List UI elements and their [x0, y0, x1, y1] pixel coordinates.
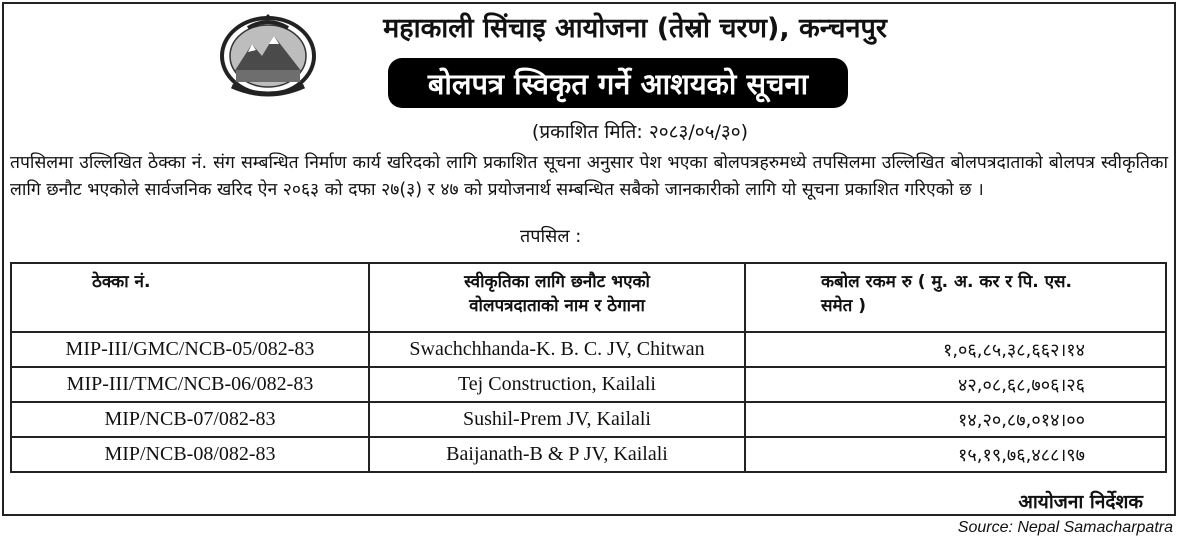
- table-row: [11, 437, 1166, 472]
- office-title: महाकाली सिंचाइ आयोजना (तेस्रो चरण), कन्चनपुर: [383, 13, 887, 44]
- bidder-cell: Sushil-Prem JV, Kailali: [369, 402, 745, 437]
- source-credit: Source: Nepal Samacharpatra: [957, 519, 1173, 536]
- notice-paragraph: तपसिलमा उल्लिखित ठेक्का नं. संग सम्बन्धित निर्माण कार्य खरिदको लागि प्रकाशित सूचना अनुसार पेश भएका बोलपत्रहरुमध्ये तपसिलमा उल्लिखित बोलपत्रदाताको बोलपत्र स्वीकृतिका लागि छनौट भएकोले सार्वजनिक खरिद ऐन २०६३ को दफा २७(३) र ४७ को प्रयोजनार्थ सम्बन्धित सबैको जानकारीको लागि यो सूचना प्रकाशित गरिएको छ ।: [10, 153, 1168, 200]
- table-row: [11, 367, 1166, 402]
- bidder-cell: Swachchhanda-K. B. C. JV, Chitwan: [369, 332, 745, 367]
- amount-cell: १,०६,८५,३८,६६२।१४: [745, 332, 1166, 367]
- notice-banner: बोलपत्र स्विकृत गर्ने आशयको सूचना: [388, 58, 848, 108]
- bidder-header: स्वीकृतिका लागि छनौट भएको वोलपत्रदाताको नाम र ठेगाना: [369, 263, 745, 332]
- schedule-label: तपसिल :: [520, 226, 582, 247]
- amount-cell: १४,२०,८७,०१४।००: [745, 402, 1166, 437]
- amount-cell: ४२,०८,६८,७०६।२६: [745, 367, 1166, 402]
- amount-cell: १५,१९,७६,४८८।९७: [745, 437, 1166, 472]
- table-row: [11, 402, 1166, 437]
- contract-no-cell: MIP-III/TMC/NCB-06/082-83: [11, 367, 369, 402]
- table-header-row: [11, 263, 1166, 332]
- bidder-cell: Baijanath-B & P JV, Kailali: [369, 437, 745, 472]
- nepal-government-emblem-icon: [218, 14, 318, 98]
- contract-no-cell: MIP/NCB-08/082-83: [11, 437, 369, 472]
- awarded-bids-table: [10, 262, 1167, 473]
- signatory: आयोजना निर्देशक: [1018, 491, 1143, 513]
- contract-no-cell: MIP-III/GMC/NCB-05/082-83: [11, 332, 369, 367]
- table-row: [11, 332, 1166, 367]
- contract-no-cell: MIP/NCB-07/082-83: [11, 402, 369, 437]
- amount-header: कबोल रकम रु ( मु. अ. कर र पि. एस. समेत ): [745, 263, 1166, 332]
- contract-no-header: ठेक्का नं.: [11, 263, 369, 332]
- published-date: (प्रकाशित मिति: २०८३/०५/३०): [531, 121, 749, 143]
- bidder-cell: Tej Construction, Kailali: [369, 367, 745, 402]
